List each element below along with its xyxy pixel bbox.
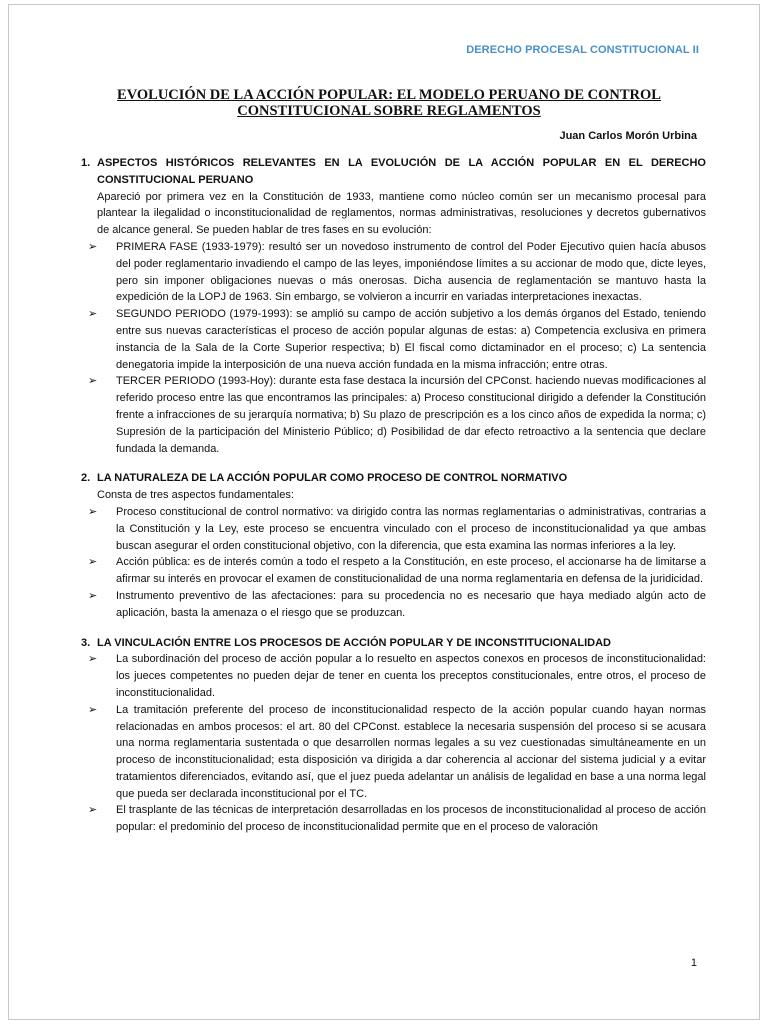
list-item [88, 239, 706, 306]
document-page [8, 4, 760, 1020]
arrowhead-bullet-icon: ➢ [88, 505, 98, 518]
section-intro: Consta de tres aspectos fundamentales: [97, 489, 294, 502]
list-item-text: PRIMERA FASE (1933-1979): resultó ser un novedoso instrumento de control del Poder Ejecutivo quien hacía abusos del poder reglamentario invadiendo el campo de las leyes, imponiéndose límites a su accionar de modo que, dicte leyes, pero sin imponer obligaciones nuevas o más onerosas. Dicha ausencia de reglamentación se mantuvo hasta la expedición de la LOPJ de 1963. Sin embargo, se volvieron a incurrir en variadas interpretaciones inexactas. [116, 240, 706, 304]
list-item-text: Instrumento preventivo de las afectaciones: para su procedencia no es necesario que haya mediado algún acto de aplicación, basta la amenaza o el riesgo que se produzcan. [116, 589, 706, 619]
document-body [81, 155, 707, 836]
arrowhead-bullet-icon: ➢ [88, 556, 98, 569]
running-header: DERECHO PROCESAL CONSTITUCIONAL II [466, 44, 699, 56]
list-item [88, 651, 706, 701]
section-heading [81, 155, 706, 189]
section-intro: Apareció por primera vez en la Constitución de 1933, mantiene como núcleo común ser un mecanismo procesal para plantear la ilegalidad o inconstitucionalidad de reglamentos, normas administrativas, resoluciones y decretos gubernativos de alcance general. Se pueden hablar de tres fases en su evolución: [97, 190, 706, 237]
author-name: Juan Carlos Morón Urbina [559, 130, 697, 142]
section-heading-text: LA VINCULACIÓN ENTRE LOS PROCESOS DE ACCIÓN POPULAR Y DE INCONSTITUCIONALIDAD [97, 636, 611, 649]
list-item [88, 554, 706, 588]
arrowhead-bullet-icon: ➢ [88, 804, 98, 817]
arrowhead-bullet-icon: ➢ [88, 308, 98, 321]
list-item-text: La subordinación del proceso de acción popular a lo resuelto en aspectos conexos en procesos de inconstitucionalidad: los jueces competentes no pueden dejar de tener en cuenta los preceptos constitucionales, entre otros, el proceso de inconstitucionalidad. [116, 653, 706, 699]
page-number: 1 [690, 957, 697, 969]
section-2 [81, 470, 706, 621]
arrowhead-bullet-icon: ➢ [88, 240, 98, 253]
section-heading [81, 470, 706, 487]
list-item [88, 373, 707, 457]
arrowhead-bullet-icon: ➢ [88, 703, 98, 716]
section-number: 3. [81, 636, 91, 649]
arrowhead-bullet-icon: ➢ [88, 653, 98, 666]
list-item-text: Proceso constitucional de control normativo: va dirigido contra las normas reglamentarias o administrativas, contrarias a la Constitución y la Ley, este proceso se encuentra vinculado con el proceso de inconstitucionalidad ya que ambas buscan asegurar el orden constitucional objetivo, con la diferencia, que esta examina las normas inferiores a la ley. [116, 505, 706, 552]
list-item [88, 504, 706, 554]
list-item-text: El trasplante de las técnicas de interpretación desarrolladas en los procesos de inconstitucionalidad al proceso de acción popular: el predominio del proceso de inconstitucionalidad permite que en el proceso de valoración [116, 804, 706, 834]
bullet-list [88, 504, 706, 622]
section-heading-text: ASPECTOS HISTÓRICOS RELEVANTES EN LA EVOLUCIÓN DE LA ACCIÓN POPULAR EN EL DERECHO CONSTITUCIONAL PERUANO [97, 157, 706, 186]
list-item-text: SEGUNDO PERIODO (1979-1993): se amplió su campo de acción subjetivo a los demás órganos del Estado, teniendo entre sus nuevas características el proceso de acción popular algunas de estas: a) Competencia exclusiva en primera instancia de la Sala de la Corte Superior respectiva; b) El fiscal como dictaminador en el proceso; c) La sentencia denegatoria impide la interposición de una nueva acción fundada en la misma infracción; entre otras. [116, 308, 706, 371]
section-heading [81, 635, 706, 652]
title-line-2: CONSTITUCIONAL SOBRE REGLAMENTOS [237, 103, 541, 119]
bullet-list [88, 239, 707, 457]
arrowhead-bullet-icon: ➢ [88, 589, 98, 602]
section-number: 2. [81, 472, 91, 485]
list-item-text: La tramitación preferente del proceso de inconstitucionalidad respecto de la acción popular cuando hayan normas relacionadas en ambos procesos: el art. 80 del CPConst. establece la necesaria suspensión del proceso si se acusara una norma reglamentaria sustentada o que desarrollen normas legales a su vez cuestionadas simultáneamente en un proceso de inconstitucionalidad; esta disposición va dirigida a dar coherencia al accionar del sistema judicial y a evitar tratamientos diferenciados, evitando así, que el juez pueda adelantar un análisis de legalidad en base a una norma legal que pueda ser declarada inconstitucional por el TC. [116, 703, 706, 800]
arrowhead-bullet-icon: ➢ [88, 375, 98, 388]
section-heading-text: LA NATURALEZA DE LA ACCIÓN POPULAR COMO PROCESO DE CONTROL NORMATIVO [97, 472, 568, 485]
section-1 [81, 155, 707, 457]
document-title [49, 87, 729, 119]
list-item-text: TERCER PERIODO (1993-Hoy): durante esta fase destaca la incursión del CPConst. haciendo nuevas modificaciones al referido proceso entre las que encontramos las principales: a) Proceso constitucional dirigido a defender la Constitución frente a infracciones de su jerarquía normativa; b) Su plazo de prescripción es a los cinco años de expedida la norma; c) Supresión de la participación del Ministerio Público; d) Posibilidad de dar efecto retroactivo a la sentencia que declare fundada la demanda. [116, 375, 707, 455]
list-item-text: Acción pública: es de interés común a todo el respeto a la Constitución, en este proceso, el accionarse ha de limitarse a afirmar su interés en provocar el examen de constitucionalidad de una norma reglamentaria en defensa de la juridicidad. [116, 556, 706, 586]
title-line-1: EVOLUCIÓN DE LA ACCIÓN POPULAR: EL MODELO PERUANO DE CONTROL [117, 87, 661, 103]
section-3 [81, 635, 706, 837]
list-item [88, 306, 706, 373]
bullet-list [88, 651, 706, 836]
list-item [88, 802, 706, 836]
section-number: 1. [81, 157, 91, 169]
list-item [88, 588, 706, 622]
list-item [88, 702, 706, 803]
